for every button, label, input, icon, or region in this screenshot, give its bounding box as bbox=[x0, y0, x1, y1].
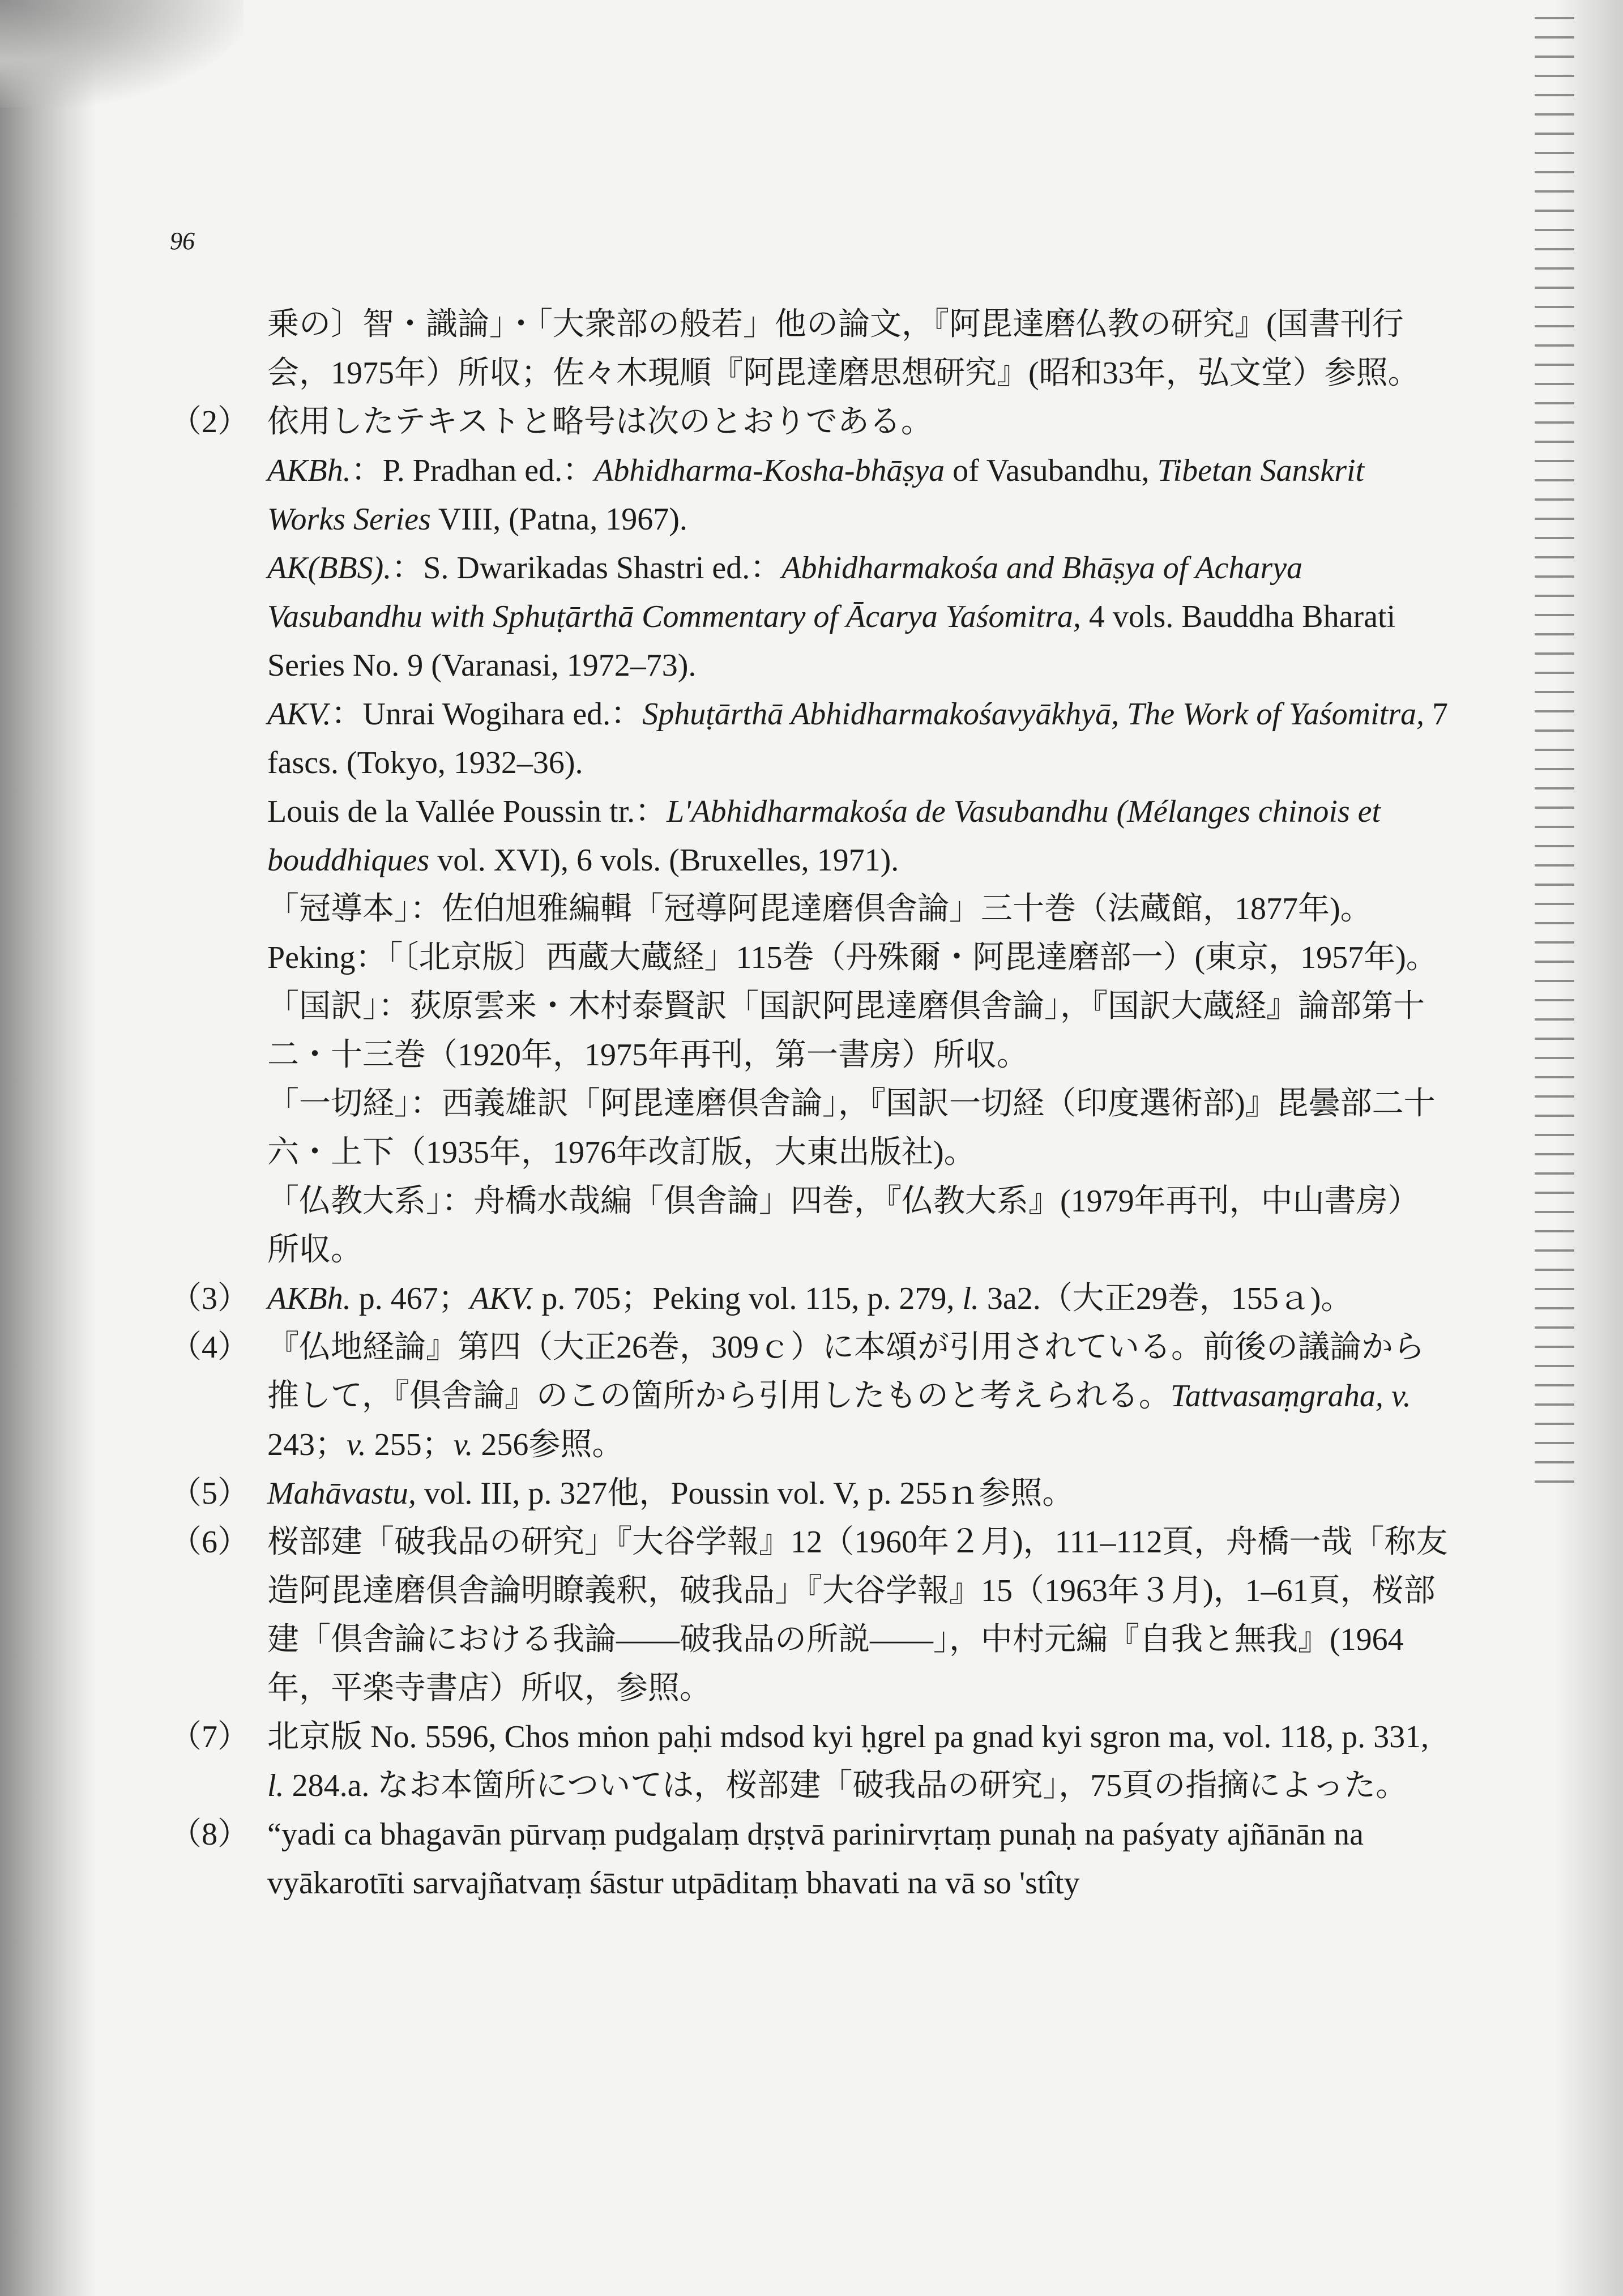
bib-entry: Louis de la Vallée Poussin tr.：L'Abhidharmakośa de Vasubandhu (Mélanges chinois et bouddhiques vol. XVI), 6 vols. (Bruxelles, 1971). bbox=[267, 794, 1381, 878]
bib-entry: 「冠導本」：佐伯旭雅編輯「冠導阿毘達磨倶舎論」三十巻（法蔵館，1877年)。 bbox=[267, 891, 1372, 927]
bib-entry: 「仏教大系」：舟橋水哉編「倶舎論」四巻，『仏教大系』(1979年再刊，中山書房）所収。 bbox=[267, 1184, 1420, 1268]
note-text: 『仏地経論』第四（大正26巻，309ｃ）に本頌が引用されている。前後の議論から推して，『倶舎論』のこの箇所から引用したものと考えられる。Tattvasaṃgraha, v. 243；v. 255；v. 256参照。 bbox=[267, 1330, 1425, 1462]
note-2 bbox=[170, 398, 1450, 1274]
note-text: “yadi ca bhagavān pūrvaṃ pudgalaṃ dṛṣṭvā parinirvṛtaṃ punaḥ na paśyaty ajñānān na vyākarotīti sarvajñatvaṃ śāstur utpāditaṃ bhavati na vā so 'stîty bbox=[267, 1817, 1364, 1901]
note-number: （3） bbox=[170, 1281, 249, 1316]
note-number: （4） bbox=[170, 1330, 249, 1365]
note-6 bbox=[170, 1518, 1450, 1713]
scan-shadow-corner bbox=[0, 0, 244, 108]
note-number: （7） bbox=[170, 1719, 249, 1755]
bib-entry: AK(BBS).：S. Dwarikadas Shastri ed.：Abhidharmakośa and Bhāṣya of Acharya Vasubandhu with Sphuṭārthā Commentary of Ācarya Yaśomitra, 4 vols. Bauddha Bharati Series No. 9 (Varanasi, 1972–73). bbox=[267, 550, 1396, 683]
note-number: （2） bbox=[170, 404, 249, 439]
note-continuation bbox=[170, 300, 1450, 398]
note-intro: 依用したテキストと略号は次のとおりである。 bbox=[267, 404, 933, 439]
bib-entry: AKBh.：P. Pradhan ed.：Abhidharma-Kosha-bhāṣya of Vasubandhu, Tibetan Sanskrit Works Series VIII, (Patna, 1967). bbox=[267, 453, 1365, 537]
notes-body bbox=[170, 300, 1450, 1907]
note-text: AKBh. p. 467；AKV. p. 705；Peking vol. 115, p. 279, l. 3a2.（大正29巻，155ａ)。 bbox=[267, 1281, 1353, 1316]
note-line: 会，1975年）所収；佐々木現順『阿毘達磨思想研究』(昭和33年，弘文堂）参照。 bbox=[267, 356, 1420, 391]
note-number: （8） bbox=[170, 1817, 249, 1852]
note-3 bbox=[170, 1274, 1450, 1323]
note-text: 北京版 No. 5596, Chos mṅon paḥi mdsod kyi ḥgrel pa gnad kyi sgron ma, vol. 118, p. 331, l. 284.a. なお本箇所については，桜部建「破我品の研究」，75頁の指摘によった。 bbox=[267, 1719, 1429, 1803]
bib-entry: Peking：「〔北京版〕西蔵大蔵経」115巻（丹殊爾・阿毘達磨部一）(東京，1957年)。 bbox=[267, 940, 1438, 975]
note-5 bbox=[170, 1469, 1450, 1518]
note-text: Mahāvastu, vol. III, p. 327他，Poussin vol. V, p. 255ｎ参照。 bbox=[267, 1476, 1074, 1511]
note-4 bbox=[170, 1323, 1450, 1469]
note-7 bbox=[170, 1713, 1450, 1810]
note-number: （6） bbox=[170, 1525, 249, 1560]
page-number: 96 bbox=[170, 227, 195, 255]
bib-entry: 「一切経」：西義雄訳「阿毘達磨倶舎論」，『国訳一切経（印度選術部)』毘曇部二十六・上下（1935年，1976年改訂版，大東出版社)。 bbox=[267, 1086, 1436, 1170]
bib-entry: 「国訳」：荻原雲来・木村泰賢訳「国訳阿毘達磨倶舎論」，『国訳大蔵経』論部第十二・十三巻（1920年，1975年再刊，第一書房）所収。 bbox=[267, 989, 1425, 1073]
scan-shadow-left bbox=[0, 0, 96, 2296]
note-8 bbox=[170, 1810, 1450, 1907]
binding-marks bbox=[1535, 17, 1574, 1490]
note-number: （5） bbox=[170, 1476, 249, 1511]
note-line: 乗の〕智・識論」・「大衆部の般若」他の論文，『阿毘達磨仏教の研究』(国書刊行 bbox=[267, 307, 1404, 342]
bib-entry: AKV.：Unrai Wogihara ed.：Sphuṭārthā Abhidharmakośavyākhyā, The Work of Yaśomitra, 7 fascs. (Tokyo, 1932–36). bbox=[267, 697, 1449, 780]
note-text: 桜部建「破我品の研究」『大谷学報』12（1960年２月)，111–112頁，舟橋一哉「称友造阿毘達磨倶舎論明瞭義釈，破我品」『大谷学報』15（1963年３月)，1–61頁，桜部建「倶舎論における我論――破我品の所説――」，中村元編『自我と無我』(1964年，平楽寺書店）所収，参照。 bbox=[267, 1525, 1448, 1706]
